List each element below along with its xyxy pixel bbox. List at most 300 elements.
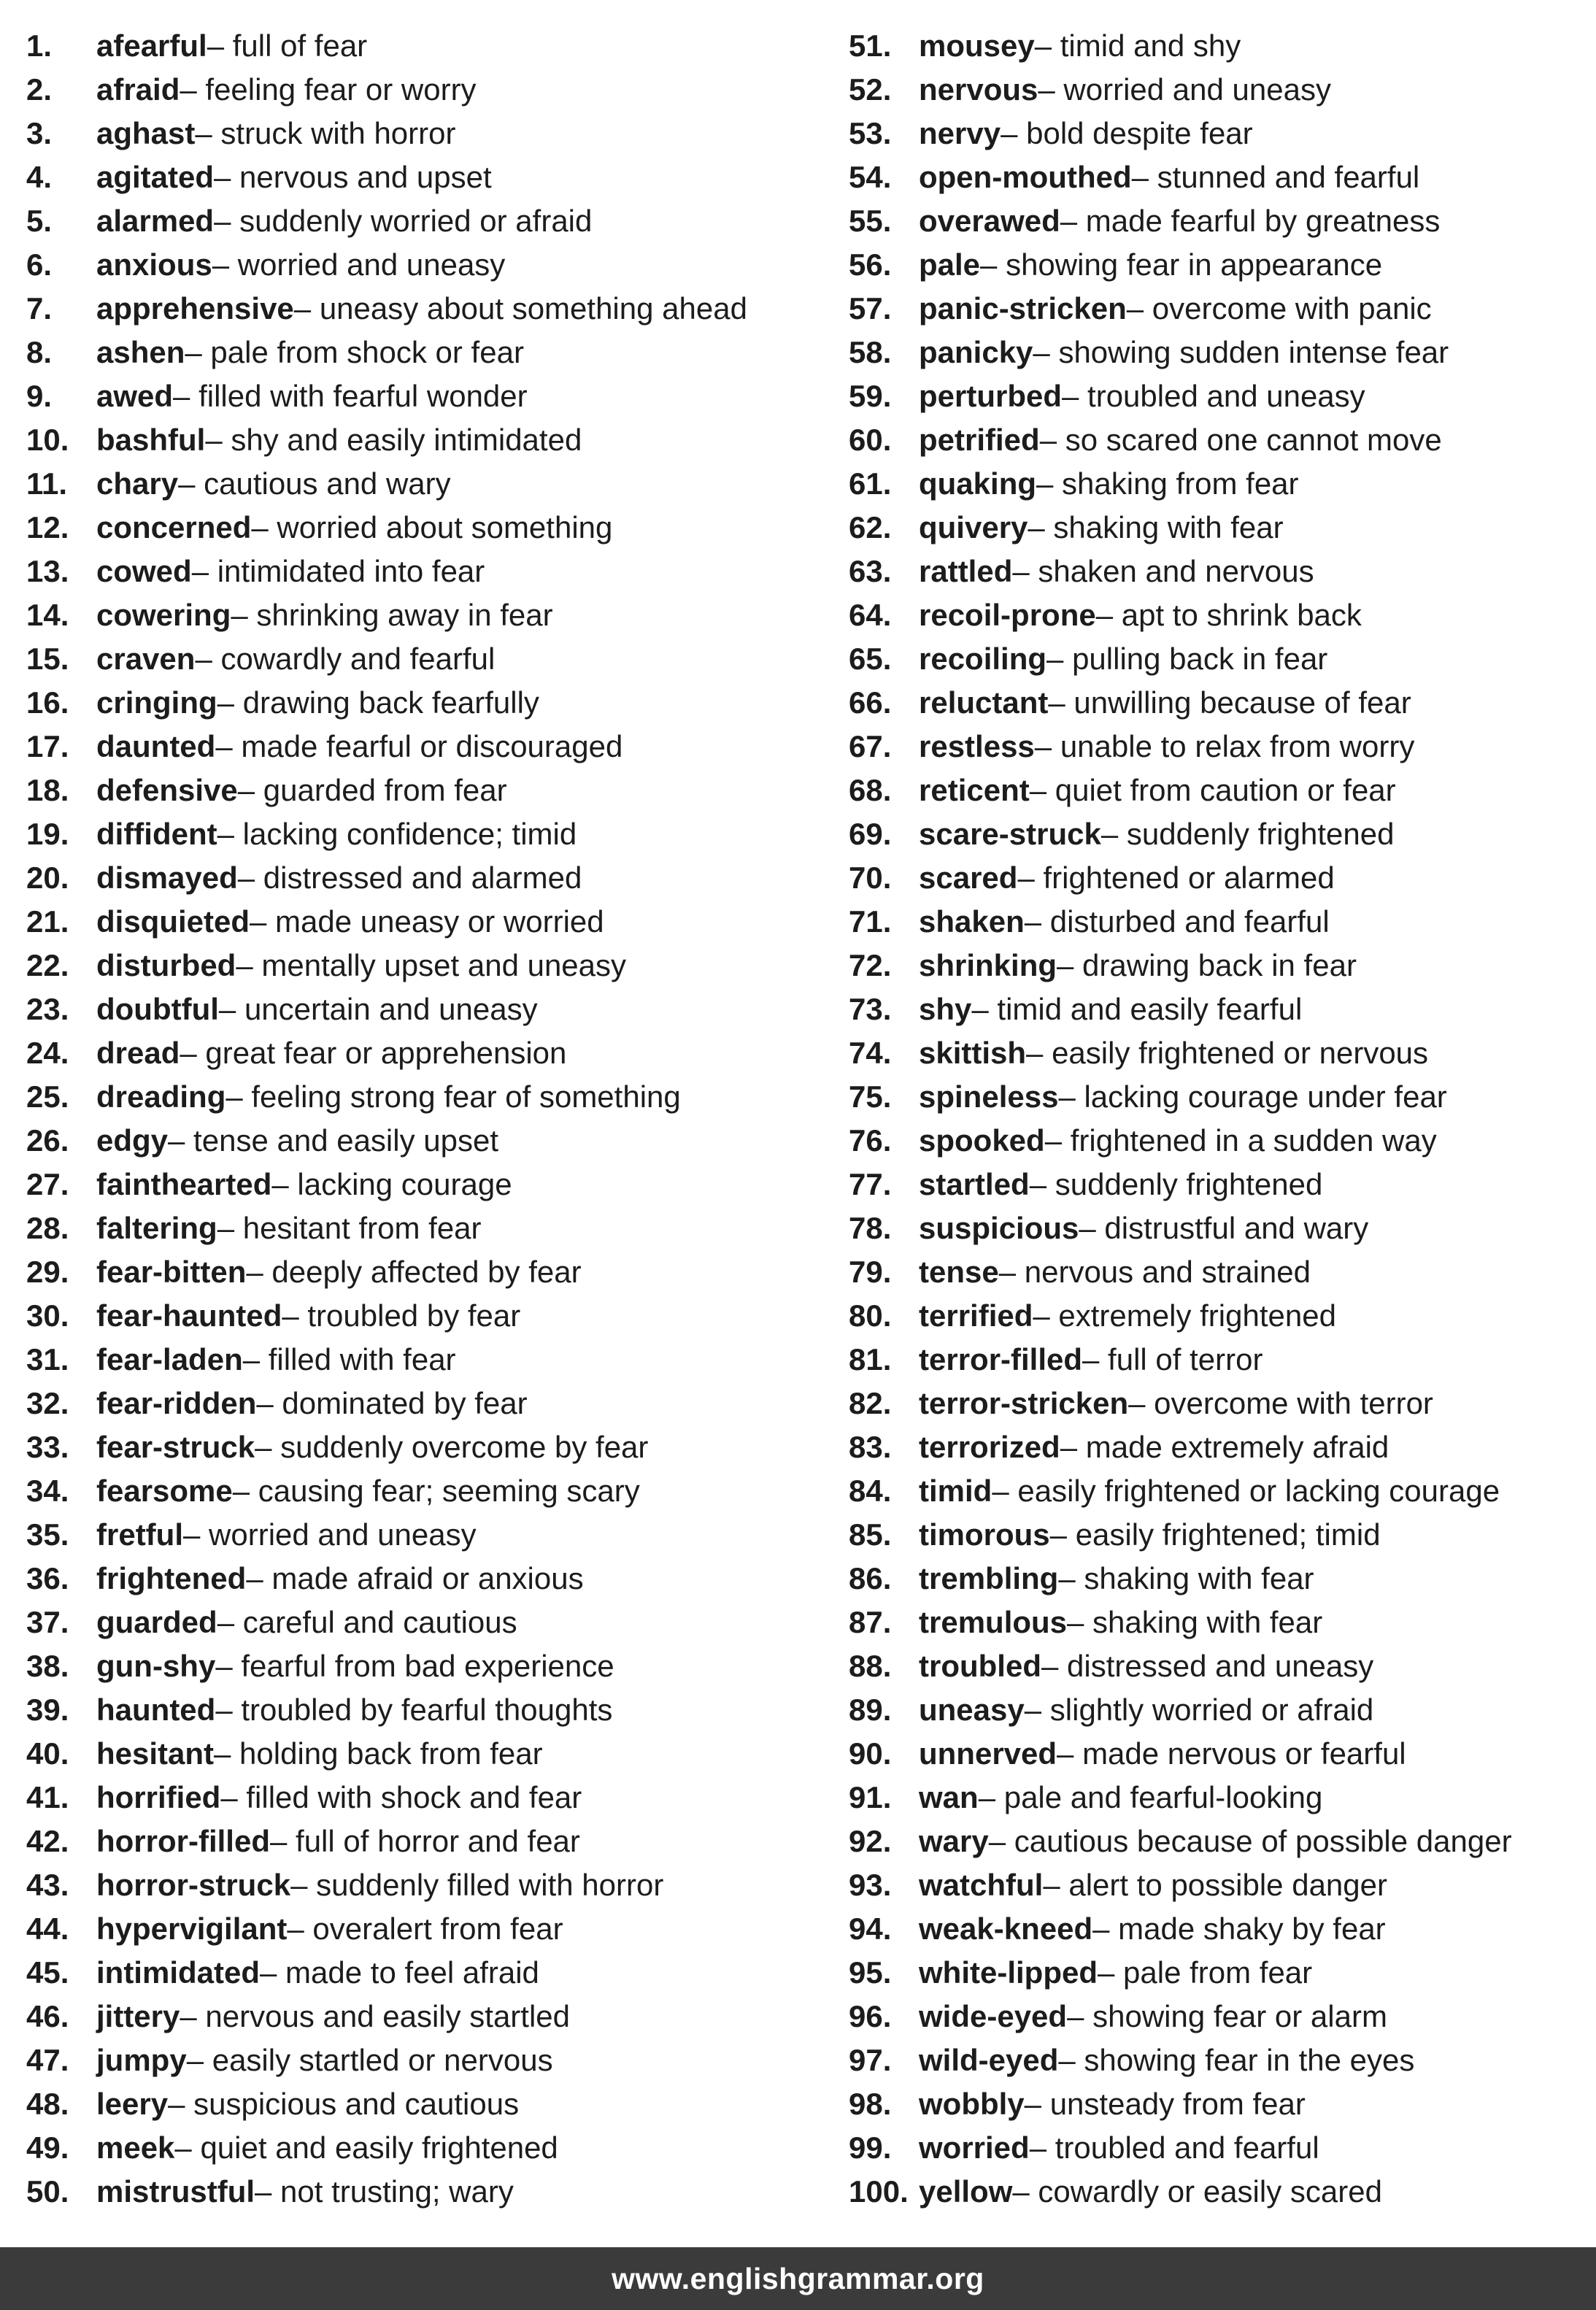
item-word: terror-filled bbox=[919, 1342, 1083, 1377]
list-item bbox=[849, 331, 1586, 374]
item-number: 3. bbox=[26, 116, 53, 150]
item-number: 79. bbox=[849, 1255, 892, 1289]
item-number: 58. bbox=[849, 335, 892, 369]
item-number: 62. bbox=[849, 510, 892, 544]
item-definition: – shaking with fear bbox=[1028, 510, 1284, 544]
item-definition: – made fearful by greatness bbox=[1060, 204, 1441, 238]
item-number: 18. bbox=[26, 773, 69, 807]
list-item bbox=[849, 1294, 1586, 1338]
item-word: horror-filled bbox=[96, 1824, 270, 1858]
item-word: disquieted bbox=[96, 904, 250, 939]
item-definition: – cautious and wary bbox=[178, 466, 451, 501]
item-definition: – shaken and nervous bbox=[1012, 554, 1314, 588]
item-word: faltering bbox=[96, 1211, 217, 1245]
list-item bbox=[849, 1557, 1586, 1601]
list-item bbox=[26, 1951, 829, 1995]
item-definition: – suddenly overcome by fear bbox=[255, 1430, 649, 1464]
list-item bbox=[849, 1776, 1586, 1820]
item-word: concerned bbox=[96, 510, 252, 544]
item-number: 92. bbox=[849, 1824, 892, 1858]
item-number: 41. bbox=[26, 1780, 69, 1814]
item-word: reluctant bbox=[919, 685, 1049, 720]
list-item bbox=[26, 1732, 829, 1776]
item-definition: – full of horror and fear bbox=[270, 1824, 580, 1858]
item-number: 20. bbox=[26, 861, 69, 895]
item-number: 22. bbox=[26, 948, 69, 982]
list-item bbox=[26, 1250, 829, 1294]
list-item bbox=[26, 1601, 829, 1644]
item-definition: – showing fear in the eyes bbox=[1058, 2043, 1415, 2077]
list-item bbox=[849, 1206, 1586, 1250]
list-item bbox=[849, 550, 1586, 593]
list-item bbox=[26, 1688, 829, 1732]
item-definition: – deeply affected by fear bbox=[246, 1255, 582, 1289]
list-item bbox=[26, 1338, 829, 1382]
item-word: jittery bbox=[96, 1999, 180, 2033]
item-number: 98. bbox=[849, 2087, 892, 2121]
item-number: 42. bbox=[26, 1824, 69, 1858]
item-definition: – made extremely afraid bbox=[1060, 1430, 1389, 1464]
item-definition: – pale from shock or fear bbox=[185, 335, 524, 369]
list-item bbox=[849, 2038, 1586, 2082]
list-item bbox=[26, 856, 829, 900]
item-word: doubtful bbox=[96, 992, 219, 1026]
list-item bbox=[849, 1995, 1586, 2038]
item-word: wan bbox=[919, 1780, 979, 1814]
item-number: 86. bbox=[849, 1561, 892, 1595]
list-item bbox=[26, 1557, 829, 1601]
list-item bbox=[849, 1031, 1586, 1075]
item-number: 9. bbox=[26, 379, 53, 413]
item-definition: – shrinking away in fear bbox=[231, 598, 553, 632]
item-number: 6. bbox=[26, 247, 53, 282]
item-word: frightened bbox=[96, 1561, 247, 1595]
item-word: timorous bbox=[919, 1517, 1050, 1552]
item-word: daunted bbox=[96, 729, 216, 763]
list-item bbox=[26, 900, 829, 944]
item-word: edgy bbox=[96, 1123, 169, 1158]
item-number: 27. bbox=[26, 1167, 69, 1201]
item-definition: – cowardly and fearful bbox=[195, 642, 496, 676]
item-number: 61. bbox=[849, 466, 892, 501]
item-word: shaken bbox=[919, 904, 1025, 939]
item-number: 53. bbox=[849, 116, 892, 150]
item-word: chary bbox=[96, 466, 179, 501]
item-definition: – troubled and uneasy bbox=[1062, 379, 1365, 413]
item-number: 63. bbox=[849, 554, 892, 588]
item-word: dread bbox=[96, 1036, 180, 1070]
item-definition: – shy and easily intimidated bbox=[205, 423, 582, 457]
item-number: 21. bbox=[26, 904, 69, 939]
item-definition: – quiet from caution or fear bbox=[1029, 773, 1396, 807]
list-item bbox=[26, 1163, 829, 1206]
list-item bbox=[26, 769, 829, 812]
item-definition: – struck with horror bbox=[195, 116, 456, 150]
item-definition: – apt to shrink back bbox=[1095, 598, 1362, 632]
item-word: agitated bbox=[96, 160, 215, 194]
list-item bbox=[849, 112, 1586, 155]
item-definition: – made afraid or anxious bbox=[246, 1561, 584, 1595]
list-item bbox=[849, 506, 1586, 550]
item-number: 51. bbox=[849, 28, 892, 63]
item-number: 15. bbox=[26, 642, 69, 676]
item-word: restless bbox=[919, 729, 1035, 763]
item-number: 23. bbox=[26, 992, 69, 1026]
list-item bbox=[26, 2082, 829, 2126]
item-number: 36. bbox=[26, 1561, 69, 1595]
item-number: 33. bbox=[26, 1430, 69, 1464]
item-definition: – troubled and fearful bbox=[1029, 2130, 1319, 2165]
item-definition: – not trusting; wary bbox=[255, 2174, 514, 2209]
item-word: awed bbox=[96, 379, 174, 413]
item-definition: – shaking with fear bbox=[1067, 1605, 1323, 1639]
item-number: 84. bbox=[849, 1474, 892, 1508]
list-item bbox=[26, 1776, 829, 1820]
item-word: alarmed bbox=[96, 204, 215, 238]
item-number: 11. bbox=[26, 466, 68, 501]
item-word: rattled bbox=[919, 554, 1013, 588]
item-word: leery bbox=[96, 2087, 169, 2121]
list-item bbox=[26, 1031, 829, 1075]
item-number: 74. bbox=[849, 1036, 892, 1070]
item-number: 29. bbox=[26, 1255, 69, 1289]
item-word: hypervigilant bbox=[96, 1911, 288, 1946]
item-definition: – distrustful and wary bbox=[1079, 1211, 1369, 1245]
item-word: spooked bbox=[919, 1123, 1045, 1158]
list-item bbox=[849, 374, 1586, 418]
item-number: 39. bbox=[26, 1693, 69, 1727]
item-definition: – showing fear or alarm bbox=[1067, 1999, 1387, 2033]
item-number: 46. bbox=[26, 1999, 69, 2033]
item-definition: – pulling back in fear bbox=[1046, 642, 1328, 676]
item-word: open-mouthed bbox=[919, 160, 1132, 194]
list-item bbox=[26, 1513, 829, 1557]
item-definition: – troubled by fearful thoughts bbox=[215, 1693, 613, 1727]
item-definition: – disturbed and fearful bbox=[1024, 904, 1330, 939]
item-definition: – shaking from fear bbox=[1036, 466, 1299, 501]
item-word: fear-struck bbox=[96, 1430, 255, 1464]
item-definition: – timid and easily fearful bbox=[971, 992, 1303, 1026]
item-word: quivery bbox=[919, 510, 1028, 544]
item-word: terrorized bbox=[919, 1430, 1060, 1464]
item-number: 90. bbox=[849, 1736, 892, 1771]
item-definition: – cowardly or easily scared bbox=[1012, 2174, 1382, 2209]
item-word: unnerved bbox=[919, 1736, 1057, 1771]
list-item bbox=[849, 155, 1586, 199]
list-item bbox=[849, 1338, 1586, 1382]
item-number: 7. bbox=[26, 291, 53, 326]
item-word: nervy bbox=[919, 116, 1001, 150]
item-number: 2. bbox=[26, 72, 53, 107]
list-item bbox=[849, 769, 1586, 812]
list-item bbox=[849, 681, 1586, 725]
list-item bbox=[26, 243, 829, 287]
item-number: 95. bbox=[849, 1955, 892, 1990]
item-number: 37. bbox=[26, 1605, 69, 1639]
list-item bbox=[26, 944, 829, 987]
list-item bbox=[26, 812, 829, 856]
item-number: 34. bbox=[26, 1474, 69, 1508]
list-item bbox=[849, 637, 1586, 681]
item-definition: – hesitant from fear bbox=[217, 1211, 482, 1245]
list-item bbox=[26, 1075, 829, 1119]
item-word: scare-struck bbox=[919, 817, 1101, 851]
item-word: nervous bbox=[919, 72, 1038, 107]
list-item bbox=[849, 987, 1586, 1031]
item-number: 17. bbox=[26, 729, 69, 763]
item-number: 72. bbox=[849, 948, 892, 982]
item-number: 77. bbox=[849, 1167, 892, 1201]
item-definition: – timid and shy bbox=[1034, 28, 1241, 63]
item-definition: – easily startled or nervous bbox=[186, 2043, 553, 2077]
item-word: tense bbox=[919, 1255, 999, 1289]
item-word: reticent bbox=[919, 773, 1030, 807]
item-number: 26. bbox=[26, 1123, 69, 1158]
item-definition: – easily frightened; timid bbox=[1049, 1517, 1381, 1552]
item-definition: – holding back from fear bbox=[214, 1736, 543, 1771]
item-word: fear-haunted bbox=[96, 1298, 282, 1333]
list-item bbox=[849, 199, 1586, 243]
item-definition: – suddenly worried or afraid bbox=[214, 204, 593, 238]
item-definition: – dominated by fear bbox=[256, 1386, 528, 1420]
item-word: wild-eyed bbox=[919, 2043, 1059, 2077]
item-number: 10. bbox=[26, 423, 69, 457]
list-item bbox=[26, 199, 829, 243]
item-definition: – lacking confidence; timid bbox=[217, 817, 577, 851]
item-number: 88. bbox=[849, 1649, 892, 1683]
item-definition: – pale from fear bbox=[1098, 1955, 1313, 1990]
item-word: terrified bbox=[919, 1298, 1033, 1333]
list-item bbox=[26, 1907, 829, 1951]
item-word: cowed bbox=[96, 554, 192, 588]
item-number: 13. bbox=[26, 554, 69, 588]
item-word: skittish bbox=[919, 1036, 1027, 1070]
item-definition: – worried and uneasy bbox=[183, 1517, 477, 1552]
item-word: startled bbox=[919, 1167, 1030, 1201]
item-definition: – fearful from bad experience bbox=[215, 1649, 614, 1683]
list-item bbox=[26, 1644, 829, 1688]
list-item bbox=[849, 418, 1586, 462]
item-definition: – mentally upset and uneasy bbox=[236, 948, 627, 982]
item-word: fear-laden bbox=[96, 1342, 243, 1377]
item-word: fear-ridden bbox=[96, 1386, 257, 1420]
website-url[interactable]: www.englishgrammar.org bbox=[612, 2261, 984, 2295]
footer-bar bbox=[0, 2247, 1596, 2310]
list-item bbox=[849, 1732, 1586, 1776]
list-item bbox=[26, 987, 829, 1031]
item-word: guarded bbox=[96, 1605, 217, 1639]
item-word: panic-stricken bbox=[919, 291, 1127, 326]
list-item bbox=[849, 1250, 1586, 1294]
item-definition: – troubled by fear bbox=[282, 1298, 521, 1333]
item-definition: – worried and uneasy bbox=[212, 247, 506, 282]
item-definition: – made fearful or discouraged bbox=[215, 729, 623, 763]
item-word: recoil-prone bbox=[919, 598, 1096, 632]
item-number: 4. bbox=[26, 160, 53, 194]
list-item bbox=[26, 462, 829, 506]
item-number: 32. bbox=[26, 1386, 69, 1420]
item-word: troubled bbox=[919, 1649, 1041, 1683]
item-definition: – frightened in a sudden way bbox=[1044, 1123, 1437, 1158]
list-item bbox=[849, 900, 1586, 944]
item-number: 5. bbox=[26, 204, 53, 238]
item-definition: – great fear or apprehension bbox=[180, 1036, 567, 1070]
list-item bbox=[849, 462, 1586, 506]
list-item bbox=[849, 1075, 1586, 1119]
list-item bbox=[26, 1206, 829, 1250]
item-number: 31. bbox=[26, 1342, 69, 1377]
item-word: quaking bbox=[919, 466, 1037, 501]
list-item bbox=[26, 2038, 829, 2082]
item-number: 97. bbox=[849, 2043, 892, 2077]
item-number: 93. bbox=[849, 1868, 892, 1902]
list-item bbox=[26, 593, 829, 637]
item-number: 30. bbox=[26, 1298, 69, 1333]
item-definition: – extremely frightened bbox=[1033, 1298, 1336, 1333]
item-definition: – tense and easily upset bbox=[168, 1123, 499, 1158]
item-definition: – cautious because of possible danger bbox=[988, 1824, 1512, 1858]
item-number: 54. bbox=[849, 160, 892, 194]
item-definition: – frightened or alarmed bbox=[1017, 861, 1335, 895]
item-number: 87. bbox=[849, 1605, 892, 1639]
item-word: trembling bbox=[919, 1561, 1059, 1595]
item-number: 35. bbox=[26, 1517, 69, 1552]
item-word: wobbly bbox=[919, 2087, 1025, 2121]
item-word: panicky bbox=[919, 335, 1033, 369]
list-item bbox=[849, 243, 1586, 287]
item-word: petrified bbox=[919, 423, 1040, 457]
item-definition: – lacking courage bbox=[271, 1167, 512, 1201]
item-number: 96. bbox=[849, 1999, 892, 2033]
item-definition: – worried about something bbox=[251, 510, 613, 544]
item-word: shy bbox=[919, 992, 972, 1026]
item-definition: – worried and uneasy bbox=[1038, 72, 1331, 107]
item-definition: – drawing back fearfully bbox=[217, 685, 539, 720]
item-definition: – guarded from fear bbox=[237, 773, 507, 807]
item-definition: – feeling fear or worry bbox=[180, 72, 477, 107]
item-number: 80. bbox=[849, 1298, 892, 1333]
item-number: 83. bbox=[849, 1430, 892, 1464]
list-item bbox=[849, 1601, 1586, 1644]
item-number: 38. bbox=[26, 1649, 69, 1683]
item-word: mistrustful bbox=[96, 2174, 255, 2209]
list-item bbox=[26, 637, 829, 681]
list-item bbox=[849, 1469, 1586, 1513]
item-definition: – showing fear in appearance bbox=[980, 247, 1383, 282]
item-definition: – full of terror bbox=[1082, 1342, 1263, 1377]
item-definition: – made uneasy or worried bbox=[250, 904, 604, 939]
item-word: horrified bbox=[96, 1780, 221, 1814]
item-number: 56. bbox=[849, 247, 892, 282]
list-item bbox=[849, 287, 1586, 331]
item-definition: – showing sudden intense fear bbox=[1033, 335, 1449, 369]
list-item bbox=[26, 506, 829, 550]
item-definition: – filled with fear bbox=[242, 1342, 456, 1377]
item-definition: – full of fear bbox=[207, 28, 368, 63]
item-number: 99. bbox=[849, 2130, 892, 2165]
word-list-right-column bbox=[849, 24, 1586, 2214]
item-definition: – stunned and fearful bbox=[1131, 160, 1420, 194]
list-item bbox=[26, 24, 829, 68]
item-definition: – made nervous or fearful bbox=[1057, 1736, 1406, 1771]
item-number: 14. bbox=[26, 598, 69, 632]
list-item bbox=[849, 2126, 1586, 2170]
list-item bbox=[26, 68, 829, 112]
item-definition: – easily frightened or lacking courage bbox=[992, 1474, 1500, 1508]
item-number: 100. bbox=[849, 2174, 909, 2209]
item-word: gun-shy bbox=[96, 1649, 216, 1683]
item-word: fretful bbox=[96, 1517, 183, 1552]
item-definition: – feeling strong fear of something bbox=[225, 1079, 681, 1114]
item-definition: – intimidated into fear bbox=[191, 554, 485, 588]
item-number: 16. bbox=[26, 685, 69, 720]
item-definition: – suddenly frightened bbox=[1029, 1167, 1323, 1201]
item-number: 76. bbox=[849, 1123, 892, 1158]
item-word: wide-eyed bbox=[919, 1999, 1068, 2033]
item-definition: – lacking courage under fear bbox=[1058, 1079, 1447, 1114]
item-word: cowering bbox=[96, 598, 231, 632]
item-word: aghast bbox=[96, 116, 196, 150]
list-item bbox=[26, 2126, 829, 2170]
item-word: bashful bbox=[96, 423, 206, 457]
item-number: 52. bbox=[849, 72, 892, 107]
item-word: shrinking bbox=[919, 948, 1057, 982]
item-number: 24. bbox=[26, 1036, 69, 1070]
item-word: anxious bbox=[96, 247, 212, 282]
item-word: suspicious bbox=[919, 1211, 1079, 1245]
list-item bbox=[26, 681, 829, 725]
item-number: 78. bbox=[849, 1211, 892, 1245]
list-item bbox=[26, 1820, 829, 1863]
item-definition: – bold despite fear bbox=[1001, 116, 1253, 150]
item-number: 25. bbox=[26, 1079, 69, 1114]
item-word: recoiling bbox=[919, 642, 1047, 676]
list-item bbox=[26, 1469, 829, 1513]
item-number: 44. bbox=[26, 1911, 69, 1946]
item-word: diffident bbox=[96, 817, 217, 851]
item-number: 91. bbox=[849, 1780, 892, 1814]
list-item bbox=[26, 1863, 829, 1907]
list-item bbox=[26, 1425, 829, 1469]
list-item bbox=[849, 2170, 1586, 2214]
list-item bbox=[849, 1820, 1586, 1863]
item-definition: – distressed and uneasy bbox=[1041, 1649, 1374, 1683]
item-number: 28. bbox=[26, 1211, 69, 1245]
item-word: ashen bbox=[96, 335, 185, 369]
item-definition: – suddenly frightened bbox=[1100, 817, 1395, 851]
list-item bbox=[849, 1425, 1586, 1469]
item-number: 57. bbox=[849, 291, 892, 326]
item-number: 89. bbox=[849, 1693, 892, 1727]
item-definition: – uncertain and uneasy bbox=[218, 992, 538, 1026]
word-list-left-column bbox=[26, 24, 829, 2214]
list-item bbox=[849, 1513, 1586, 1557]
item-number: 45. bbox=[26, 1955, 69, 1990]
item-word: cringing bbox=[96, 685, 217, 720]
item-number: 69. bbox=[849, 817, 892, 851]
list-item bbox=[26, 418, 829, 462]
item-number: 43. bbox=[26, 1868, 69, 1902]
item-word: afearful bbox=[96, 28, 207, 63]
list-item bbox=[26, 155, 829, 199]
item-word: jumpy bbox=[96, 2043, 187, 2077]
item-word: fearsome bbox=[96, 1474, 233, 1508]
item-definition: – filled with shock and fear bbox=[220, 1780, 582, 1814]
item-definition: – quiet and easily frightened bbox=[174, 2130, 558, 2165]
item-number: 19. bbox=[26, 817, 69, 851]
item-definition: – overcome with terror bbox=[1128, 1386, 1433, 1420]
item-definition: – suspicious and cautious bbox=[168, 2087, 520, 2121]
